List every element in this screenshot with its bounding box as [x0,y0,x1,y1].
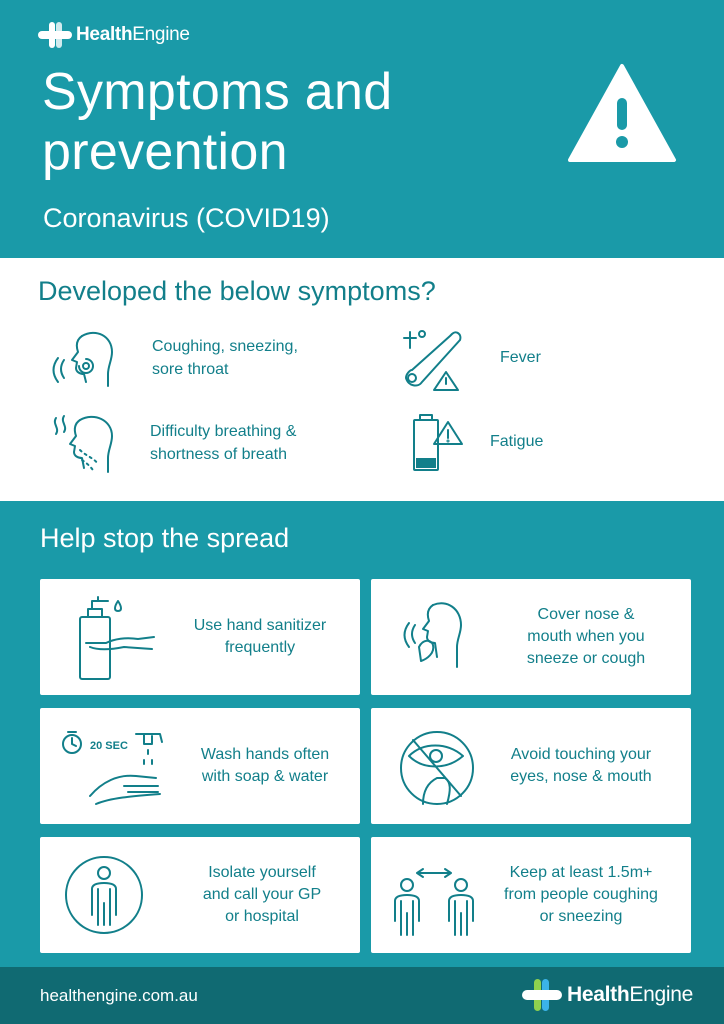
coughing-face-icon [46,326,122,390]
header-banner [0,0,724,258]
symptom-label: Fever [500,348,541,366]
symptom-label: Coughing, sneezing, sore throat [152,338,298,378]
symptoms-heading: Developed the below symptoms? [38,276,436,306]
symptom-coughing [46,326,298,390]
prevention-card-cover-mouth [371,579,691,695]
symptoms-section [0,258,724,501]
footer-brand-logo [522,979,693,1011]
health-cross-icon [38,22,72,48]
thermometer-icon [400,328,466,392]
cover-mouth-icon [371,587,491,687]
prevention-heading: Help stop the spread [40,523,290,553]
footer [0,967,724,1024]
no-touch-face-icon [371,716,481,816]
distance-people-icon [371,845,481,945]
prevention-card-sanitizer [40,579,360,695]
prevention-label: Wash hands often with soap & water [200,746,330,785]
warning-triangle-icon [566,62,678,164]
symptom-fever [400,328,541,392]
prevention-label: Cover nose & mouth when you sneeze or cough [526,606,646,667]
prevention-label: Isolate yourself and call your GP or hospital [202,864,322,925]
wash-hands-icon [40,716,180,816]
brand-logo [38,22,190,48]
prevention-card-isolate [40,837,360,953]
prevention-card-distance [371,837,691,953]
breathing-face-icon [50,410,122,476]
prevention-card-avoid-touching [371,708,691,824]
prevention-section [0,501,724,967]
svg-text:20 SEC: 20 SEC [90,740,128,752]
hand-sanitizer-icon [40,587,170,687]
symptom-fatigue [408,412,543,474]
prevention-label: Keep at least 1.5m+ from people coughing or sneezing [504,864,658,925]
prevention-label: Avoid touching your eyes, nose & mouth [510,746,652,785]
symptom-label: Difficulty breathing & shortness of breath [150,423,297,463]
website-link[interactable]: healthengine.com.au [40,986,198,1005]
symptom-breathing [50,410,296,476]
brand-name: HealthEngine [76,24,190,45]
isolate-person-icon [40,845,174,945]
prevention-card-wash-hands [40,708,360,824]
page-subtitle: Coronavirus (COVID19) [43,203,330,233]
prevention-label: Use hand sanitizer frequently [193,617,327,656]
low-battery-icon [408,412,464,474]
health-cross-icon [522,979,562,1011]
page-title: Symptoms and prevention [42,63,393,181]
symptom-label: Fatigue [490,432,544,450]
brand-name: HealthEngine [567,983,693,1006]
